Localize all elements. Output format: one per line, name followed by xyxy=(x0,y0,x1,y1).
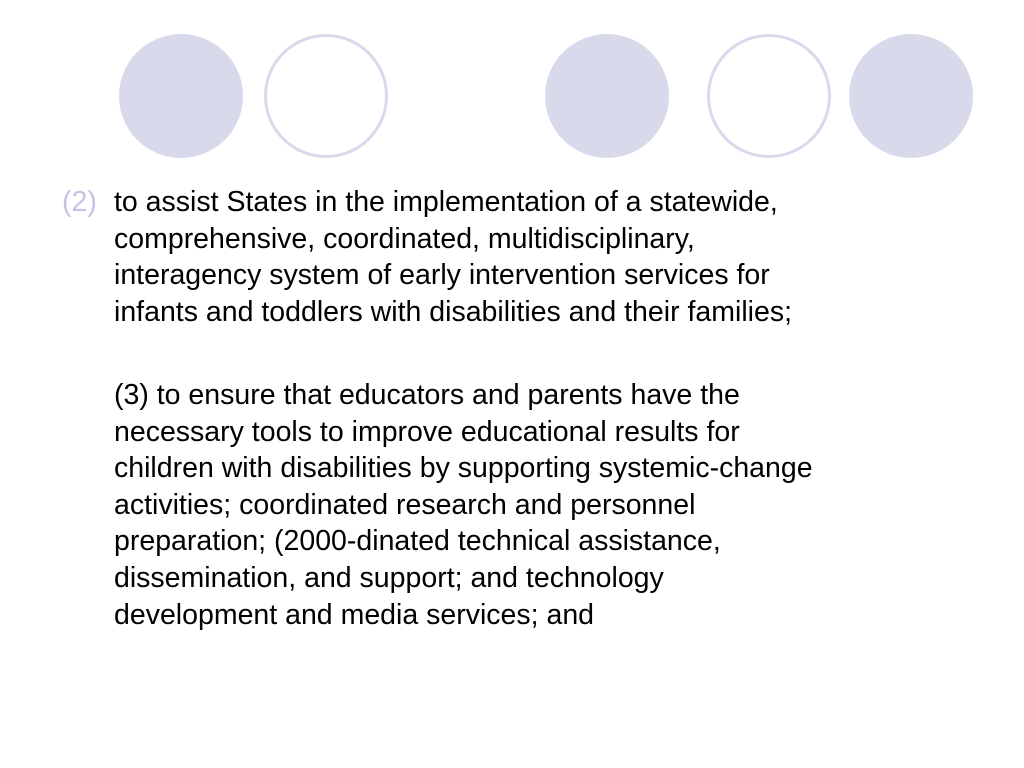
paragraph-3-line: development and media services; and xyxy=(114,598,595,631)
paragraph-2-line: infants and toddlers with disabilities and their families; xyxy=(114,295,793,328)
paragraph-3 xyxy=(114,377,994,633)
paragraph-2-line: interagency system of early intervention services for xyxy=(114,259,770,292)
paragraph-3-line: (3) to ensure that educators and parents have the xyxy=(114,379,740,411)
paragraph-2-line: comprehensive, coordinated, multidisciplinary, xyxy=(114,222,695,255)
decorative-circle-filled-1 xyxy=(119,34,243,158)
paragraph-3-line: preparation; (2000-dinated technical assistance, xyxy=(114,525,721,558)
paragraph-3-line: dissemination, and support; and technology xyxy=(114,561,664,594)
paragraph-3-line: necessary tools to improve educational results for xyxy=(114,415,740,448)
paragraph-2 xyxy=(114,184,994,330)
paragraph-3-line: activities; coordinated research and personnel xyxy=(114,488,696,521)
decorative-circle-filled-3 xyxy=(849,34,973,158)
decorative-circle-filled-2 xyxy=(545,34,669,158)
bullet-number-2: (2) xyxy=(62,186,97,218)
paragraph-2-line: to assist States in the implementation of a statewide, xyxy=(114,186,778,218)
decorative-circle-outline-1 xyxy=(264,34,388,158)
paragraph-3-line: children with disabilities by supporting systemic-change xyxy=(114,452,813,485)
decorative-circle-outline-2 xyxy=(707,34,831,158)
